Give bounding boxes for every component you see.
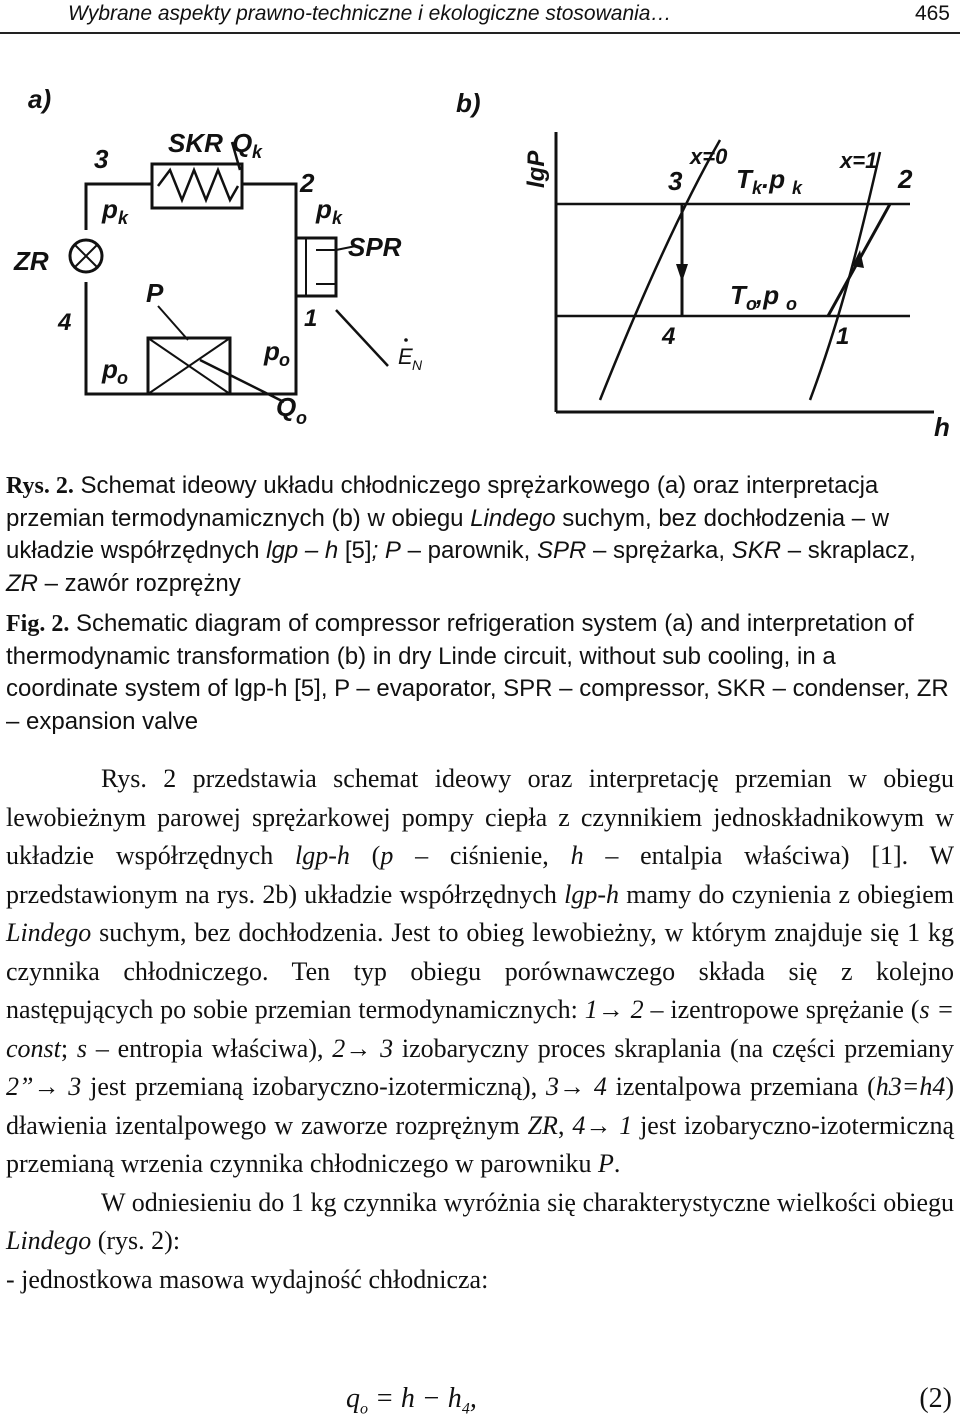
- svg-text:2: 2: [898, 164, 913, 194]
- svg-text:2: 2: [300, 168, 315, 198]
- figure-caption-polish: Rys. 2. Schemat ideowy układu chłodniczego sprężarkowego (a) oraz interpretacja przemian termodynamicznych (b) w obiegu Lindego suchym, bez dochłodzenia – w układzie współrzędnych lgp – h [5]; P – parownik, SPR – sprężarka, SKR – skraplacz, ZR – zawór rozprężny: [6, 472, 916, 597]
- pipe-top-right: [242, 184, 296, 238]
- svg-text:o: o: [279, 350, 290, 370]
- svg-text:3: 3: [94, 144, 109, 174]
- svg-text:T: T: [736, 164, 752, 194]
- caption-label-en: Fig. 2.: [6, 611, 70, 637]
- svg-text:Q: Q: [276, 392, 297, 422]
- svg-text:SKR: SKR: [168, 128, 223, 158]
- running-title: Wybrane aspekty prawno-techniczne i ekologiczne stosowania…: [68, 2, 672, 25]
- paragraph-3: - jednostkowa masowa wydajność chłodnicza:: [6, 1264, 489, 1294]
- paragraph-1: Rys. 2 przedstawia schemat ideowy oraz interpretację przemian w obiegu lewobieżnym parowej sprężarkowej pompy ciepła z czynnikiem jednoskładnikowym w układzie współrzędnych lgp-h (p – ciśnienie, h – entalpia właściwa) [1]. W przedstawionym na rys. 2b) układzie współrzędnych lgp-h mamy do czynienia z obiegiem Lindego suchym, bez dochłodzenia. Jest to obieg lewobieżny, w którym znajduje się 1 kg czynnika chłodniczego. Ten typ obiegu porównawczego składa się z kolejno następujących po sobie przemian termodynamicznych: 1→ 2 – izentropowe sprężanie (s = const; s – entropia właściwa), 2→ 3 izobaryczny proces skraplania (na części przemiany 2”→ 3 jest przemianą izobaryczno-izotermiczną), 3→ 4 izentalpowa przemiana (h3=h4) dławienia izentalpowego w zaworze rozprężnym ZR, 4→ 1 jest izobaryczno-izotermiczną przemianą wrzenia czynnika chłodniczego w parowniku P.: [6, 764, 955, 1178]
- svg-text:Q: Q: [232, 128, 253, 158]
- svg-text:1: 1: [304, 305, 318, 332]
- svg-text:o: o: [786, 294, 797, 314]
- x-axis-label: h: [934, 412, 950, 442]
- curve-x0: [600, 140, 720, 400]
- svg-text:,p: ,p: [756, 280, 780, 310]
- y-axis-label: lgP: [523, 150, 550, 188]
- svg-text:4: 4: [58, 309, 72, 336]
- svg-text:o: o: [296, 408, 307, 428]
- svg-text:p: p: [264, 336, 280, 366]
- panel-a-labels: [13, 84, 423, 428]
- paragraph-2: W odniesieniu do 1 kg czynnika wyróżnia się charakterystyczne wielkości obiegu Lindego (rys. 2):: [6, 1187, 954, 1255]
- svg-text:k: k: [332, 208, 343, 228]
- svg-text:1: 1: [836, 323, 850, 350]
- svg-text:k: k: [792, 178, 803, 198]
- equation-body: $q_o = h - h_4$,: [346, 1383, 477, 1418]
- svg-text:T: T: [730, 280, 746, 310]
- curve-x1: [810, 152, 880, 400]
- svg-text:ZR: ZR: [14, 246, 49, 276]
- figure-2: [0, 60, 960, 470]
- svg-text:p: p: [102, 194, 118, 224]
- condenser-coil: [158, 170, 238, 200]
- figure-svg: [0, 60, 960, 470]
- svg-text:E: E: [398, 344, 413, 369]
- body-text: [6, 760, 954, 1299]
- running-header: [0, 0, 960, 34]
- svg-text:N: N: [412, 357, 423, 373]
- svg-text:P: P: [146, 278, 164, 308]
- equation-2: [0, 1383, 960, 1423]
- svg-text:3: 3: [668, 166, 683, 196]
- equation-number: (2): [919, 1383, 952, 1414]
- caption-label-pl: Rys. 2.: [6, 473, 74, 499]
- figure-caption-english: Fig. 2. Schematic diagram of compressor refrigeration system (a) and interpretation of thermodynamic transformation (b) in dry Linde circuit, without sub cooling, in a coordinate system of lgp-h [5], P – evaporator, SPR – compressor, SKR – condenser, ZR – expansion valve: [6, 610, 949, 735]
- svg-text:k: k: [252, 142, 263, 162]
- panel-b-label: b): [456, 88, 481, 118]
- svg-text:4: 4: [662, 323, 676, 350]
- compressor-body: [296, 238, 336, 296]
- panel-b-labels: [456, 88, 950, 442]
- svg-text:SPR: SPR: [348, 232, 402, 262]
- svg-text:o: o: [117, 368, 128, 388]
- svg-text:x=1: x=1: [840, 148, 878, 173]
- svg-text:o: o: [746, 294, 757, 314]
- svg-text:p: p: [316, 194, 332, 224]
- svg-text:.p: .p: [762, 164, 786, 194]
- svg-text:k: k: [118, 208, 129, 228]
- condenser-box: [152, 164, 242, 208]
- svg-text:k: k: [752, 178, 763, 198]
- svg-text:p: p: [102, 354, 118, 384]
- svg-text:x=0: x=0: [690, 144, 728, 169]
- panel-a-label: a): [28, 84, 52, 114]
- page-number: 465: [914, 2, 950, 25]
